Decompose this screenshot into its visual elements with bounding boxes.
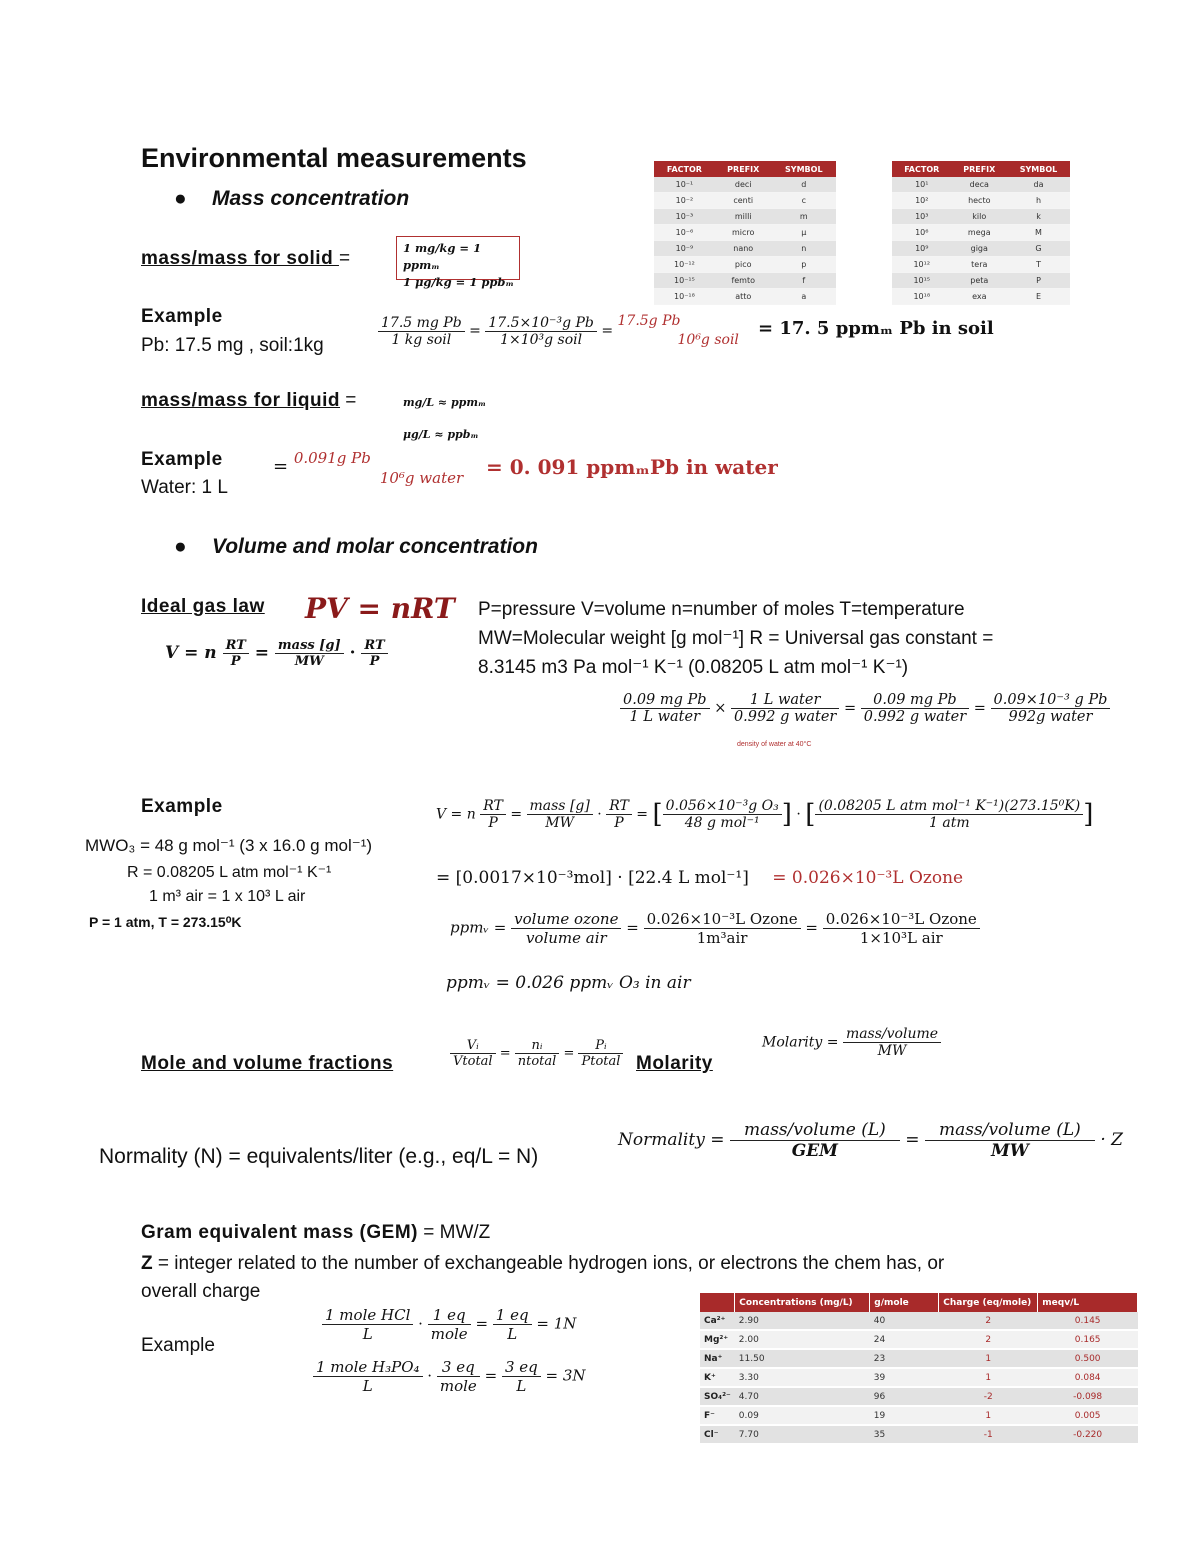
solid-result: = 17. 5 ppmₘ Pb in soil	[758, 318, 994, 339]
ozone-volume-equation: V = n $\frac{RT}{P}$ = $\frac{\text{mass [g]}}{MW}$ · $\frac{RT}{P}$ = [ $\frac{\text{0.056×10⁻³g O₃}}{\text{48 g mol⁻¹}}$ ] · [ $\frac{\text{(0.08205 L atm mol⁻¹ K⁻¹)(273.15⁰K)}}{\text{1 atm}}$ ]	[436, 798, 1094, 831]
table-cell: G	[1007, 241, 1070, 257]
table-cell: m	[772, 209, 836, 225]
table-cell: k	[1007, 209, 1070, 225]
table-row	[892, 273, 1070, 289]
molarity-label: Molarity	[636, 1053, 713, 1074]
ozone-r: R = 0.08205 L atm mol⁻¹ K⁻¹	[127, 864, 332, 881]
table-cell: 35	[870, 1425, 939, 1444]
table-row	[892, 225, 1070, 241]
table-cell: 1	[939, 1406, 1038, 1425]
ozone-air: 1 m³ air = 1 x 10³ L air	[149, 888, 306, 905]
z-definition: Z = integer related to the number of exchangeable hydrogen ions, or electrons the chem has, or overall charge	[141, 1253, 945, 1302]
table-cell: 10⁻¹⁵	[654, 273, 715, 289]
gem-line: Gram equivalent mass (GEM) = MW/Z	[141, 1222, 491, 1243]
table-cell: giga	[952, 241, 1007, 257]
table-cell: atto	[715, 289, 772, 305]
table-cell: pico	[715, 257, 772, 273]
table-row	[892, 257, 1070, 273]
table-cell: 23	[870, 1349, 939, 1368]
table-cell: 10⁻¹²	[654, 257, 715, 273]
table-cell: 3.30	[735, 1368, 870, 1387]
table-cell: micro	[715, 225, 772, 241]
table-cell: -2	[939, 1387, 1038, 1406]
table-cell: 2	[939, 1312, 1038, 1330]
table-cell: nano	[715, 241, 772, 257]
mole-fractions-label: Mole and volume fractions	[141, 1053, 394, 1074]
table-cell: 10⁻⁶	[654, 225, 715, 241]
table-cell: deci	[715, 177, 772, 193]
volume-equation: V = n $\frac{RT}{P}$ = $\frac{\text{mass [g]}}{MW}$ · $\frac{RT}{P}$	[165, 638, 388, 669]
page-title: Environmental measurements	[141, 143, 527, 173]
table-cell: 10¹⁵	[892, 273, 952, 289]
table-cell: F⁻	[700, 1406, 735, 1425]
table-cell: exa	[952, 289, 1007, 305]
table-cell: centi	[715, 193, 772, 209]
table-row	[892, 193, 1070, 209]
ozone-ppm-equation: ppmᵥ = $\frac{\text{volume ozone}}{\text{volume air}}$ = $\frac{\text{0.026×10⁻³L Ozone}}{\text{1m³air}}$ = $\frac{\text{0.026×10⁻³L Ozone}}{\text{1×10³L air}}$	[450, 910, 980, 947]
table-row	[700, 1312, 1138, 1330]
table-row	[654, 225, 836, 241]
table-cell: milli	[715, 209, 772, 225]
table-cell: kilo	[952, 209, 1007, 225]
density-note: density of water at 40°C	[737, 741, 812, 748]
table-cell: 10⁹	[892, 241, 952, 257]
bullet-volume-molar: ● Volume and molar concentration	[174, 535, 538, 558]
table-cell: -1	[939, 1425, 1038, 1444]
table-row	[654, 193, 836, 209]
table-cell: 10¹	[892, 177, 952, 193]
table-cell: 10⁻¹⁸	[654, 289, 715, 305]
table-cell: 2.90	[735, 1312, 870, 1330]
ozone-moles-line: = [0.0017×10⁻³mol] · [22.4 L mol⁻¹] = 0.026×10⁻³L Ozone	[436, 868, 964, 888]
ideal-gas-law-label: Ideal gas law	[141, 596, 265, 617]
example-text-solid: Pb: 17.5 mg , soil:1kg	[141, 335, 324, 356]
table-row	[700, 1349, 1138, 1368]
table-cell: 7.70	[735, 1425, 870, 1444]
table-row	[654, 289, 836, 305]
table-cell: Ca²⁺	[700, 1312, 735, 1330]
liquid-conversion: = 0.091g Pb 10⁶g water	[273, 449, 464, 487]
table-row	[700, 1330, 1138, 1349]
table-cell: deca	[952, 177, 1007, 193]
table-cell: Na⁺	[700, 1349, 735, 1368]
table-row	[892, 289, 1070, 305]
table-cell: 0.165	[1038, 1330, 1138, 1349]
bullet-mass-concentration: ● Mass concentration	[174, 187, 410, 210]
table-cell: a	[772, 289, 836, 305]
table-cell: μ	[772, 225, 836, 241]
table-cell: h	[1007, 193, 1070, 209]
table-row	[700, 1368, 1138, 1387]
table-cell: 4.70	[735, 1387, 870, 1406]
table-cell: 10²	[892, 193, 952, 209]
table-row	[892, 241, 1070, 257]
table-cell: 11.50	[735, 1349, 870, 1368]
table-cell: -0.220	[1038, 1425, 1138, 1444]
table-cell: 10³	[892, 209, 952, 225]
table-cell: 0.084	[1038, 1368, 1138, 1387]
normality-equation: Normality = $\frac{\text{mass/volume (L)}}{\text{GEM}}$ = $\frac{\text{mass/volume (L)}}{MW}$ · Z	[618, 1120, 1123, 1161]
table-row	[654, 177, 836, 193]
liquid-relations: mg/L ≈ ppmₘ μg/L ≈ ppbₘ	[403, 396, 486, 441]
table-cell: tera	[952, 257, 1007, 273]
example-label-ozone: Example	[141, 796, 223, 817]
table-cell: femto	[715, 273, 772, 289]
prefix-table-large: FACTOR PREFIX SYMBOL 10¹ deca da 10² hecto h 10³ kilo k 10⁶ mega M 10⁹ giga G 10¹² tera T 10¹⁵ peta P 10¹⁸ exa E	[892, 161, 1070, 305]
normality-heading: Normality (N) = equivalents/liter (e.g., eq/L = N)	[99, 1145, 539, 1168]
ozone-final: ppmᵥ = 0.026 ppmᵥ O₃ in air	[446, 973, 691, 993]
gas-definitions: P=pressure V=volume n=number of moles T=temperature MW=Molecular weight [g mol⁻¹] R = Universal gas constant = 8.3145 m3 Pa mol⁻¹ K⁻¹ (0.08205 L atm mol⁻¹ K⁻¹)	[478, 599, 994, 678]
table-cell: 40	[870, 1312, 939, 1330]
ion-concentration-table: Concentrations (mg/L) g/mole Charge (eq/mole) meqv/L Ca²⁺ 2.90 40 2 0.145 Mg²⁺ 2.00 24 2 0.165 Na⁺ 11.50 23 1 0.500 K⁺ 3.30 39 1 0.084 SO₄²⁻ 4.70 96 -2 -0.098 F⁻ 0.09 19 1 0.005 Cl⁻ 7.70 35 -1 -0.220	[700, 1293, 1138, 1445]
table-cell: 0.09	[735, 1406, 870, 1425]
table-cell: c	[772, 193, 836, 209]
table-cell: f	[772, 273, 836, 289]
table-cell: p	[772, 257, 836, 273]
table-row	[654, 209, 836, 225]
table-row	[654, 273, 836, 289]
table-cell: 10⁻¹	[654, 177, 715, 193]
table-cell: 10⁶	[892, 225, 952, 241]
table-row	[892, 209, 1070, 225]
table-cell: 24	[870, 1330, 939, 1349]
liquid-result: = 0. 091 ppmₘPb in water	[486, 455, 778, 479]
table-cell: mega	[952, 225, 1007, 241]
table-cell: Cl⁻	[700, 1425, 735, 1444]
example-text-liquid: Water: 1 L	[141, 477, 228, 498]
table-cell: 0.500	[1038, 1349, 1138, 1368]
table-cell: 10⁻²	[654, 193, 715, 209]
ppm-definition-box: 1 mg/kg = 1 ppmₘ 1 μg/kg = 1 ppbₘ	[396, 236, 520, 280]
table-row	[700, 1387, 1138, 1406]
normality-example-h3po4: $\frac{\text{1 mole H₃PO₄}}{L}$ · $\frac{3 eq}{\text{mole}}$ = $\frac{3 eq}{L}$ = 3N	[313, 1358, 586, 1395]
table-cell: K⁺	[700, 1368, 735, 1387]
ozone-mw: MWO₃ = 48 g mol⁻¹ (3 x 16.0 g mol⁻¹)	[85, 836, 373, 855]
table-cell: 1	[939, 1368, 1038, 1387]
ozone-pt: P = 1 atm, T = 273.15⁰K	[89, 914, 242, 930]
table-cell: n	[772, 241, 836, 257]
table-cell: 0.005	[1038, 1406, 1138, 1425]
table-cell: SO₄²⁻	[700, 1387, 735, 1406]
prefix-table-small: FACTOR PREFIX SYMBOL 10⁻¹ deci d 10⁻² centi c 10⁻³ milli m 10⁻⁶ micro μ 10⁻⁹ nano n 10⁻¹² pico p 10⁻¹⁵ femto f 10⁻¹⁸ atto a	[654, 161, 836, 305]
example-label-normality: Example	[141, 1335, 215, 1356]
molarity-equation: Molarity = $\frac{\text{mass/volume}}{MW}$	[762, 1026, 941, 1059]
table-cell: 10⁻³	[654, 209, 715, 225]
table-row	[892, 177, 1070, 193]
table-cell: 19	[870, 1406, 939, 1425]
water-density-conversion: $\frac{\text{0.09 mg Pb}}{\text{1 L water}}$ × $\frac{\text{1 L water}}{\text{0.992 g water}}$ = $\frac{\text{0.09 mg Pb}}{\text{0.992 g water}}$ = $\frac{\text{0.09×10⁻³ g Pb}}{\text{992g water}}$	[620, 692, 1110, 725]
table-cell: da	[1007, 177, 1070, 193]
solid-conversion: $\frac{\text{17.5 mg Pb}}{\text{1 kg soil}}$ = $\frac{\text{17.5×10⁻³g Pb}}{\text{1×10³g soil}}$ = 17.5g Pb 10⁶g soil	[378, 312, 739, 350]
table-row	[654, 241, 836, 257]
table-cell: -0.098	[1038, 1387, 1138, 1406]
table-cell: 10¹⁸	[892, 289, 952, 305]
example-label-solid: Example	[141, 306, 223, 327]
table-row	[700, 1406, 1138, 1425]
fraction-equation: $\frac{\text{Vᵢ}}{\text{Vtotal}}$ = $\frac{\text{nᵢ}}{\text{ntotal}}$ = $\frac{\text{Pᵢ}}{\text{Ptotal}}$	[450, 1038, 623, 1069]
table-cell: d	[772, 177, 836, 193]
table-row	[700, 1425, 1138, 1444]
example-label-liquid: Example	[141, 449, 223, 470]
table-cell: T	[1007, 257, 1070, 273]
table-cell: 96	[870, 1387, 939, 1406]
mass-liquid-line: mass/mass for liquid =	[141, 390, 357, 411]
table-cell: 2	[939, 1330, 1038, 1349]
table-cell: 2.00	[735, 1330, 870, 1349]
table-cell: hecto	[952, 193, 1007, 209]
table-cell: M	[1007, 225, 1070, 241]
normality-example-hcl: $\frac{\text{1 mole HCl}}{L}$ · $\frac{1 eq}{\text{mole}}$ = $\frac{1 eq}{L}$ = 1N	[322, 1306, 576, 1343]
table-cell: 10¹²	[892, 257, 952, 273]
table-cell: Mg²⁺	[700, 1330, 735, 1349]
table-cell: 39	[870, 1368, 939, 1387]
pv-nrt: PV = nRT	[305, 592, 455, 625]
table-cell: E	[1007, 289, 1070, 305]
table-cell: 0.145	[1038, 1312, 1138, 1330]
table-cell: 10⁻⁹	[654, 241, 715, 257]
table-cell: 1	[939, 1349, 1038, 1368]
table-row	[654, 257, 836, 273]
mass-solid-line: mass/mass for solid =	[141, 248, 351, 269]
table-cell: peta	[952, 273, 1007, 289]
table-cell: P	[1007, 273, 1070, 289]
